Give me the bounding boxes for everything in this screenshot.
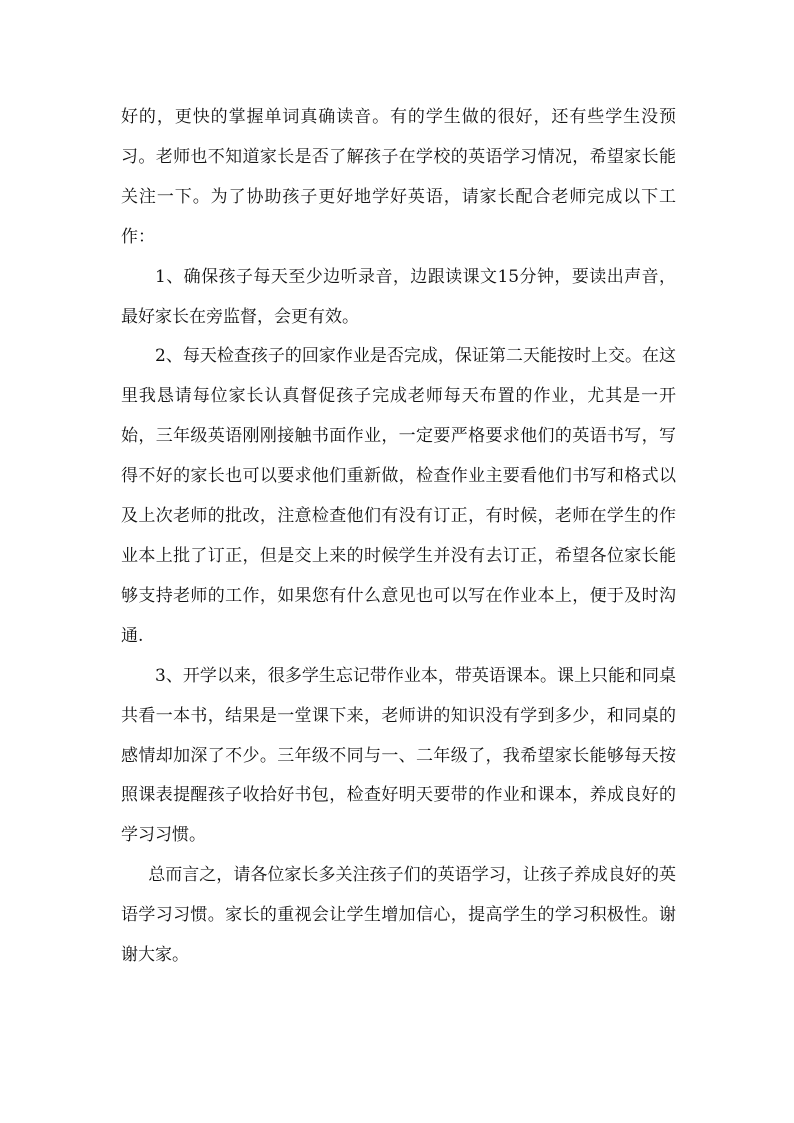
paragraph-item-1: 1、确保孩子每天至少边听录音，边跟读课文15分钟，要读出声音，最好家长在旁监督，会更有效。: [121, 266, 676, 327]
document-body: [121, 98, 676, 976]
paragraph-item-3: 3、开学以来，很多学生忘记带作业本，带英语课本。课上只能和同桌共看一本书，结果是一堂课下来，老师讲的知识没有学到多少，和同桌的感情却加深了不少。三年级不同与一、二年级了，我希望家长能够每天按照课表提醒孩子收拾好书包，检查好明天要带的作业和课本，养成良好的学习习惯。: [121, 665, 676, 846]
paragraph-item-2: 2、每天检查孩子的回家作业是否完成，保证第二天能按时上交。在这里我恳请每位家长认真督促孩子完成老师每天布置的作业，尤其是一开始，三年级英语刚刚接触书面作业，一定要严格要求他们的英语书写，写得不好的家长也可以要求他们重新做，检查作业主要看他们书写和格式以及上次老师的批改，注意检查他们有没有订正，有时候，老师在学生的作业本上批了订正，但是交上来的时候学生并没有去订正，希望各位家长能够支持老师的工作，如果您有什么意见也可以写在作业本上，便于及时沟通.: [121, 346, 676, 646]
paragraph-conclusion: 总而言之，请各位家长多关注孩子们的英语学习，让孩子养成良好的英语学习习惯。家长的重视会让学生增加信心，提高学生的学习积极性。谢谢大家。: [121, 865, 676, 966]
paragraph-intro-continued: 好的，更快的掌握单词真确读音。有的学生做的很好，还有些学生没预习。老师也不知道家长是否了解孩子在学校的英语学习情况，希望家长能关注一下。为了协助孩子更好地学好英语，请家长配合老师完成以下工作：: [121, 107, 676, 247]
